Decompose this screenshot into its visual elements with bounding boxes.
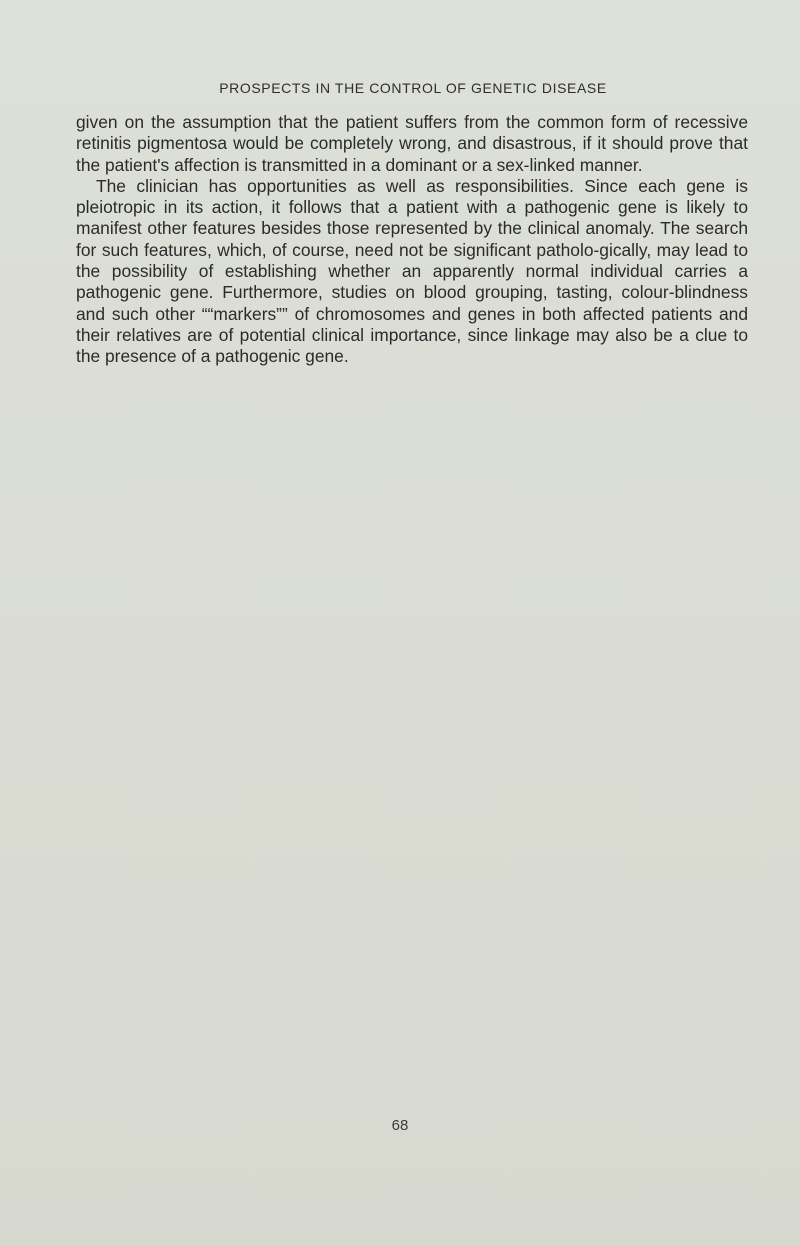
running-head: PROSPECTS IN THE CONTROL OF GENETIC DISEASE xyxy=(219,80,607,96)
paragraph-clinician: The clinician has opportunities as well as responsibilities. Since each gene is pleiotropic in its action, it follows that a patient with a pathogenic gene is likely to manifest other features besides those represented by the clinical anomaly. The search for such features, which, of course, need not be significant patholo-gically, may lead to the possibility of establishing whether an apparently normal individual carries a pathogenic gene. Furthermore, studies on blood grouping, tasting, colour-blindness and such other ““markers”” of chromosomes and genes in both affected patients and their relatives are of potential clinical importance, since linkage may also be a clue to the presence of a pathogenic gene. xyxy=(76,175,748,367)
body-text xyxy=(76,112,748,368)
paragraph-continuation: given on the assumption that the patient suffers from the common form of recessive retinitis pigmentosa would be completely wrong, and disastrous, if it should prove that the patient's affection is transmitted in a dominant or a sex-linked manner. xyxy=(76,112,748,175)
page-number: 68 xyxy=(391,1117,409,1134)
